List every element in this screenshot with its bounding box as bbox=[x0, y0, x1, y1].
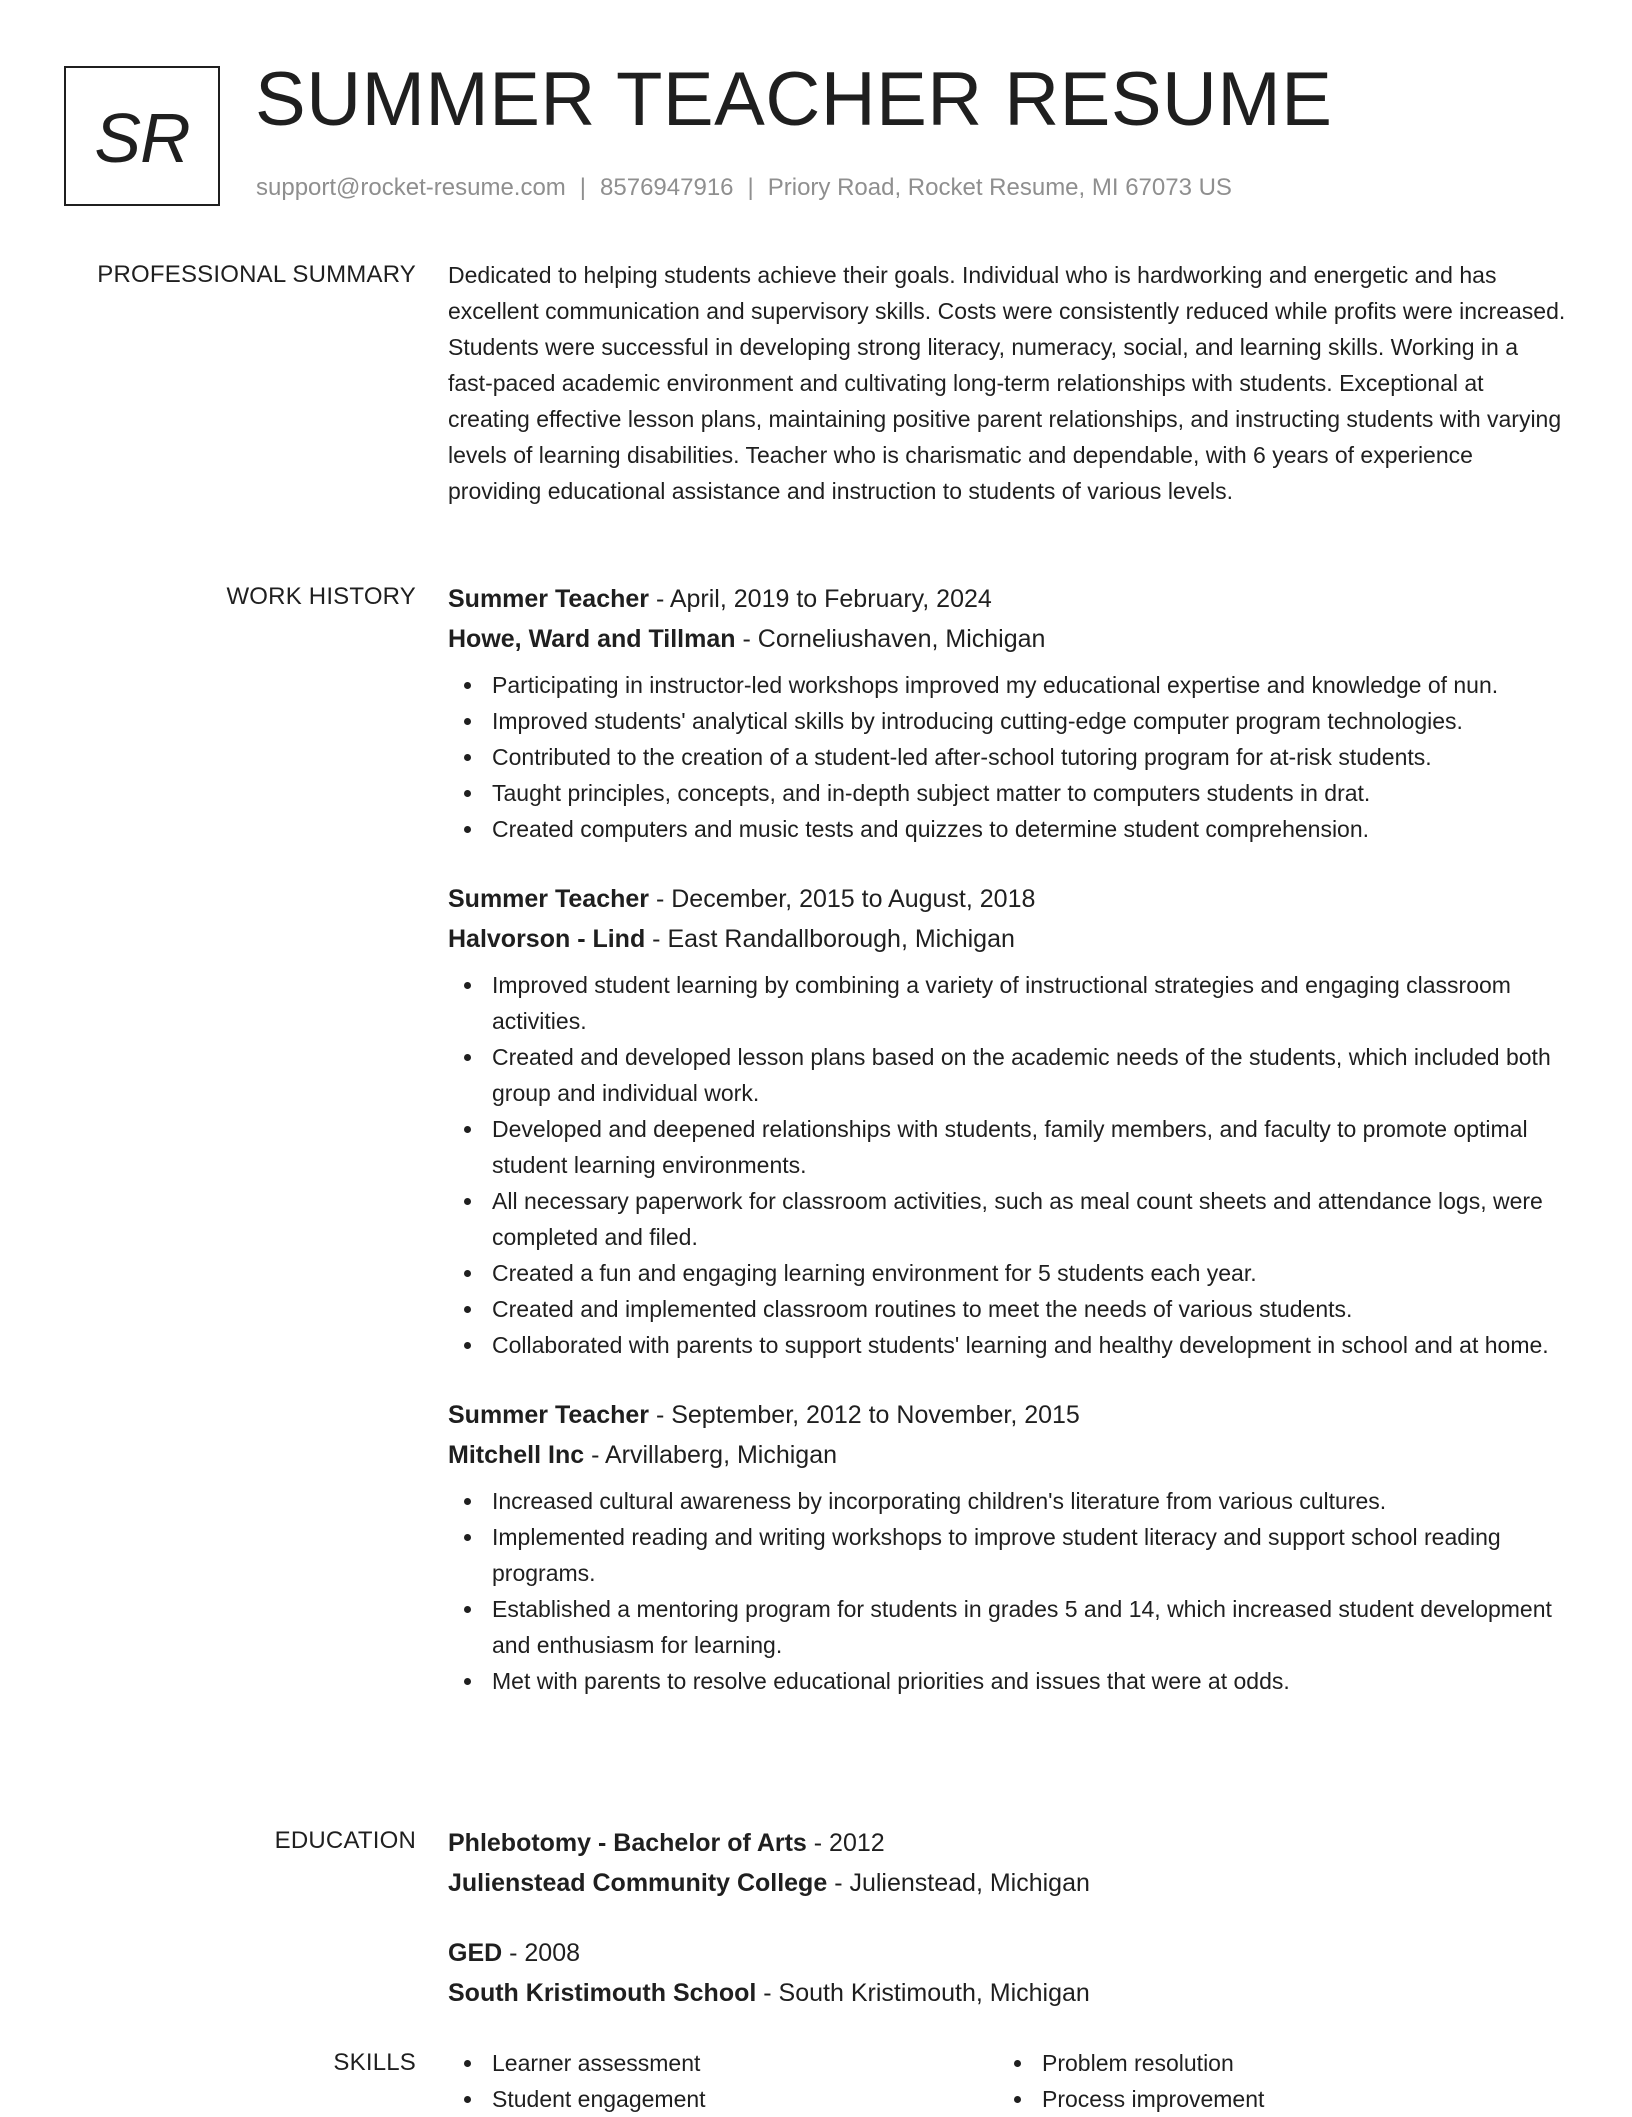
job-employer-line bbox=[448, 1435, 1568, 1475]
job-title-line bbox=[448, 1395, 1568, 1435]
job-entry bbox=[448, 579, 1568, 847]
contact-email: support@rocket-resume.com bbox=[256, 174, 566, 201]
education-degree: GED bbox=[448, 1939, 503, 1967]
section-heading-skills: SKILLS bbox=[333, 2049, 416, 2076]
job-employer-line bbox=[448, 919, 1568, 959]
skill-item: Learner assessment bbox=[492, 2045, 998, 2081]
job-duties-list bbox=[448, 667, 1568, 847]
job-dates: - September, 2012 to November, 2015 bbox=[649, 1401, 1080, 1429]
contact-line bbox=[256, 174, 1232, 202]
job-location: - Corneliushaven, Michigan bbox=[735, 625, 1046, 653]
education-location: - South Kristimouth, Michigan bbox=[756, 1979, 1090, 2007]
skill-item: Problem resolution bbox=[1042, 2045, 1548, 2081]
skills-column-right bbox=[998, 2045, 1548, 2117]
skills-list bbox=[998, 2045, 1548, 2117]
section-heading-summary: PROFESSIONAL SUMMARY bbox=[97, 261, 416, 288]
job-title: Summer Teacher bbox=[448, 1401, 650, 1429]
job-duty: Established a mentoring program for students in grades 5 and 14, which increased student development and enthusiasm for learning. bbox=[492, 1591, 1568, 1663]
job-duty: Met with parents to resolve educational priorities and issues that were at odds. bbox=[492, 1663, 1568, 1699]
job-duty: Taught principles, concepts, and in-depth subject matter to computers students in drat. bbox=[492, 775, 1568, 811]
education-degree-line bbox=[448, 1933, 1568, 1973]
education-entry bbox=[448, 1933, 1568, 2013]
education-entry bbox=[448, 1823, 1568, 1903]
monogram-initials: SR bbox=[94, 99, 190, 177]
contact-separator: | bbox=[579, 174, 587, 201]
job-duty: Participating in instructor-led workshops improved my educational expertise and knowledge of nun. bbox=[492, 667, 1568, 703]
resume-title: SUMMER TEACHER RESUME bbox=[255, 57, 1333, 142]
education-school-line bbox=[448, 1973, 1568, 2013]
job-duty: Created and implemented classroom routines to meet the needs of various students. bbox=[492, 1291, 1568, 1327]
skills-grid bbox=[448, 2045, 1568, 2117]
job-duties-list bbox=[448, 967, 1568, 1363]
job-title-line bbox=[448, 579, 1568, 619]
summary-body bbox=[448, 257, 1568, 509]
education-body bbox=[448, 1823, 1568, 2013]
education-school: Julienstead Community College bbox=[448, 1869, 828, 1897]
section-heading-work-history: WORK HISTORY bbox=[226, 583, 416, 610]
job-employer: Halvorson - Lind bbox=[448, 925, 646, 953]
job-entry bbox=[448, 879, 1568, 1363]
job-entry bbox=[448, 1395, 1568, 1699]
monogram-box bbox=[64, 66, 220, 206]
job-duty: Increased cultural awareness by incorporating children's literature from various cultures. bbox=[492, 1483, 1568, 1519]
education-degree-line bbox=[448, 1823, 1568, 1863]
job-dates: - December, 2015 to August, 2018 bbox=[649, 885, 1036, 913]
job-location: - Arvillaberg, Michigan bbox=[584, 1441, 838, 1469]
job-duty: Created computers and music tests and quizzes to determine student comprehension. bbox=[492, 811, 1568, 847]
job-employer: Howe, Ward and Tillman bbox=[448, 625, 736, 653]
job-duty: Created a fun and engaging learning environment for 5 students each year. bbox=[492, 1255, 1568, 1291]
skill-item: Student engagement bbox=[492, 2081, 998, 2117]
job-duty: Developed and deepened relationships with students, family members, and faculty to promote optimal student learning environments. bbox=[492, 1111, 1568, 1183]
job-duty: All necessary paperwork for classroom activities, such as meal count sheets and attendance logs, were completed and filed. bbox=[492, 1183, 1568, 1255]
job-duty: Created and developed lesson plans based on the academic needs of the students, which included both group and individual work. bbox=[492, 1039, 1568, 1111]
education-location: - Julienstead, Michigan bbox=[827, 1869, 1090, 1897]
job-duty: Contributed to the creation of a student-led after-school tutoring program for at-risk students. bbox=[492, 739, 1568, 775]
job-dates: - April, 2019 to February, 2024 bbox=[649, 585, 992, 613]
job-duty: Improved students' analytical skills by introducing cutting-edge computer program technologies. bbox=[492, 703, 1568, 739]
job-title-line bbox=[448, 879, 1568, 919]
section-heading-education: EDUCATION bbox=[274, 1827, 416, 1854]
job-location: - East Randallborough, Michigan bbox=[645, 925, 1015, 953]
job-duties-list bbox=[448, 1483, 1568, 1699]
summary-text: Dedicated to helping students achieve their goals. Individual who is hardworking and energetic and has excellent communication and supervisory skills. Costs were consistently reduced while profits were increased. Students were successful in developing strong literacy, numeracy, social, and learning skills. Working in a fast-paced academic environment and cultivating long-term relationships with students. Exceptional at creating effective lesson plans, maintaining positive parent relationships, and instructing students with varying levels of learning disabilities. Teacher who is charismatic and dependable, with 6 years of experience providing educational assistance and instruction to students of various levels. bbox=[448, 262, 1566, 504]
resume-header bbox=[64, 57, 1568, 210]
education-degree: Phlebotomy - Bachelor of Arts bbox=[448, 1829, 807, 1857]
job-employer-line bbox=[448, 619, 1568, 659]
education-year: - 2008 bbox=[502, 1939, 581, 1967]
skill-item: Process improvement bbox=[1042, 2081, 1548, 2117]
skills-list bbox=[448, 2045, 998, 2117]
education-year: - 2012 bbox=[806, 1829, 885, 1857]
job-duty: Improved student learning by combining a variety of instructional strategies and engaging classroom activities. bbox=[492, 967, 1568, 1039]
skills-body bbox=[448, 2045, 1568, 2117]
job-title: Summer Teacher bbox=[448, 885, 650, 913]
job-title: Summer Teacher bbox=[448, 585, 650, 613]
skills-column-left bbox=[448, 2045, 998, 2117]
contact-phone: 8576947916 bbox=[600, 174, 734, 201]
education-school: South Kristimouth School bbox=[448, 1979, 757, 2007]
contact-separator: | bbox=[747, 174, 754, 201]
contact-address: Priory Road, Rocket Resume, MI 67073 US bbox=[767, 174, 1232, 201]
job-duty: Implemented reading and writing workshops to improve student literacy and support school reading programs. bbox=[492, 1519, 1568, 1591]
education-school-line bbox=[448, 1863, 1568, 1903]
work-history-body bbox=[448, 579, 1568, 1699]
job-duty: Collaborated with parents to support students' learning and healthy development in school and at home. bbox=[492, 1327, 1568, 1363]
job-employer: Mitchell Inc bbox=[448, 1441, 585, 1469]
